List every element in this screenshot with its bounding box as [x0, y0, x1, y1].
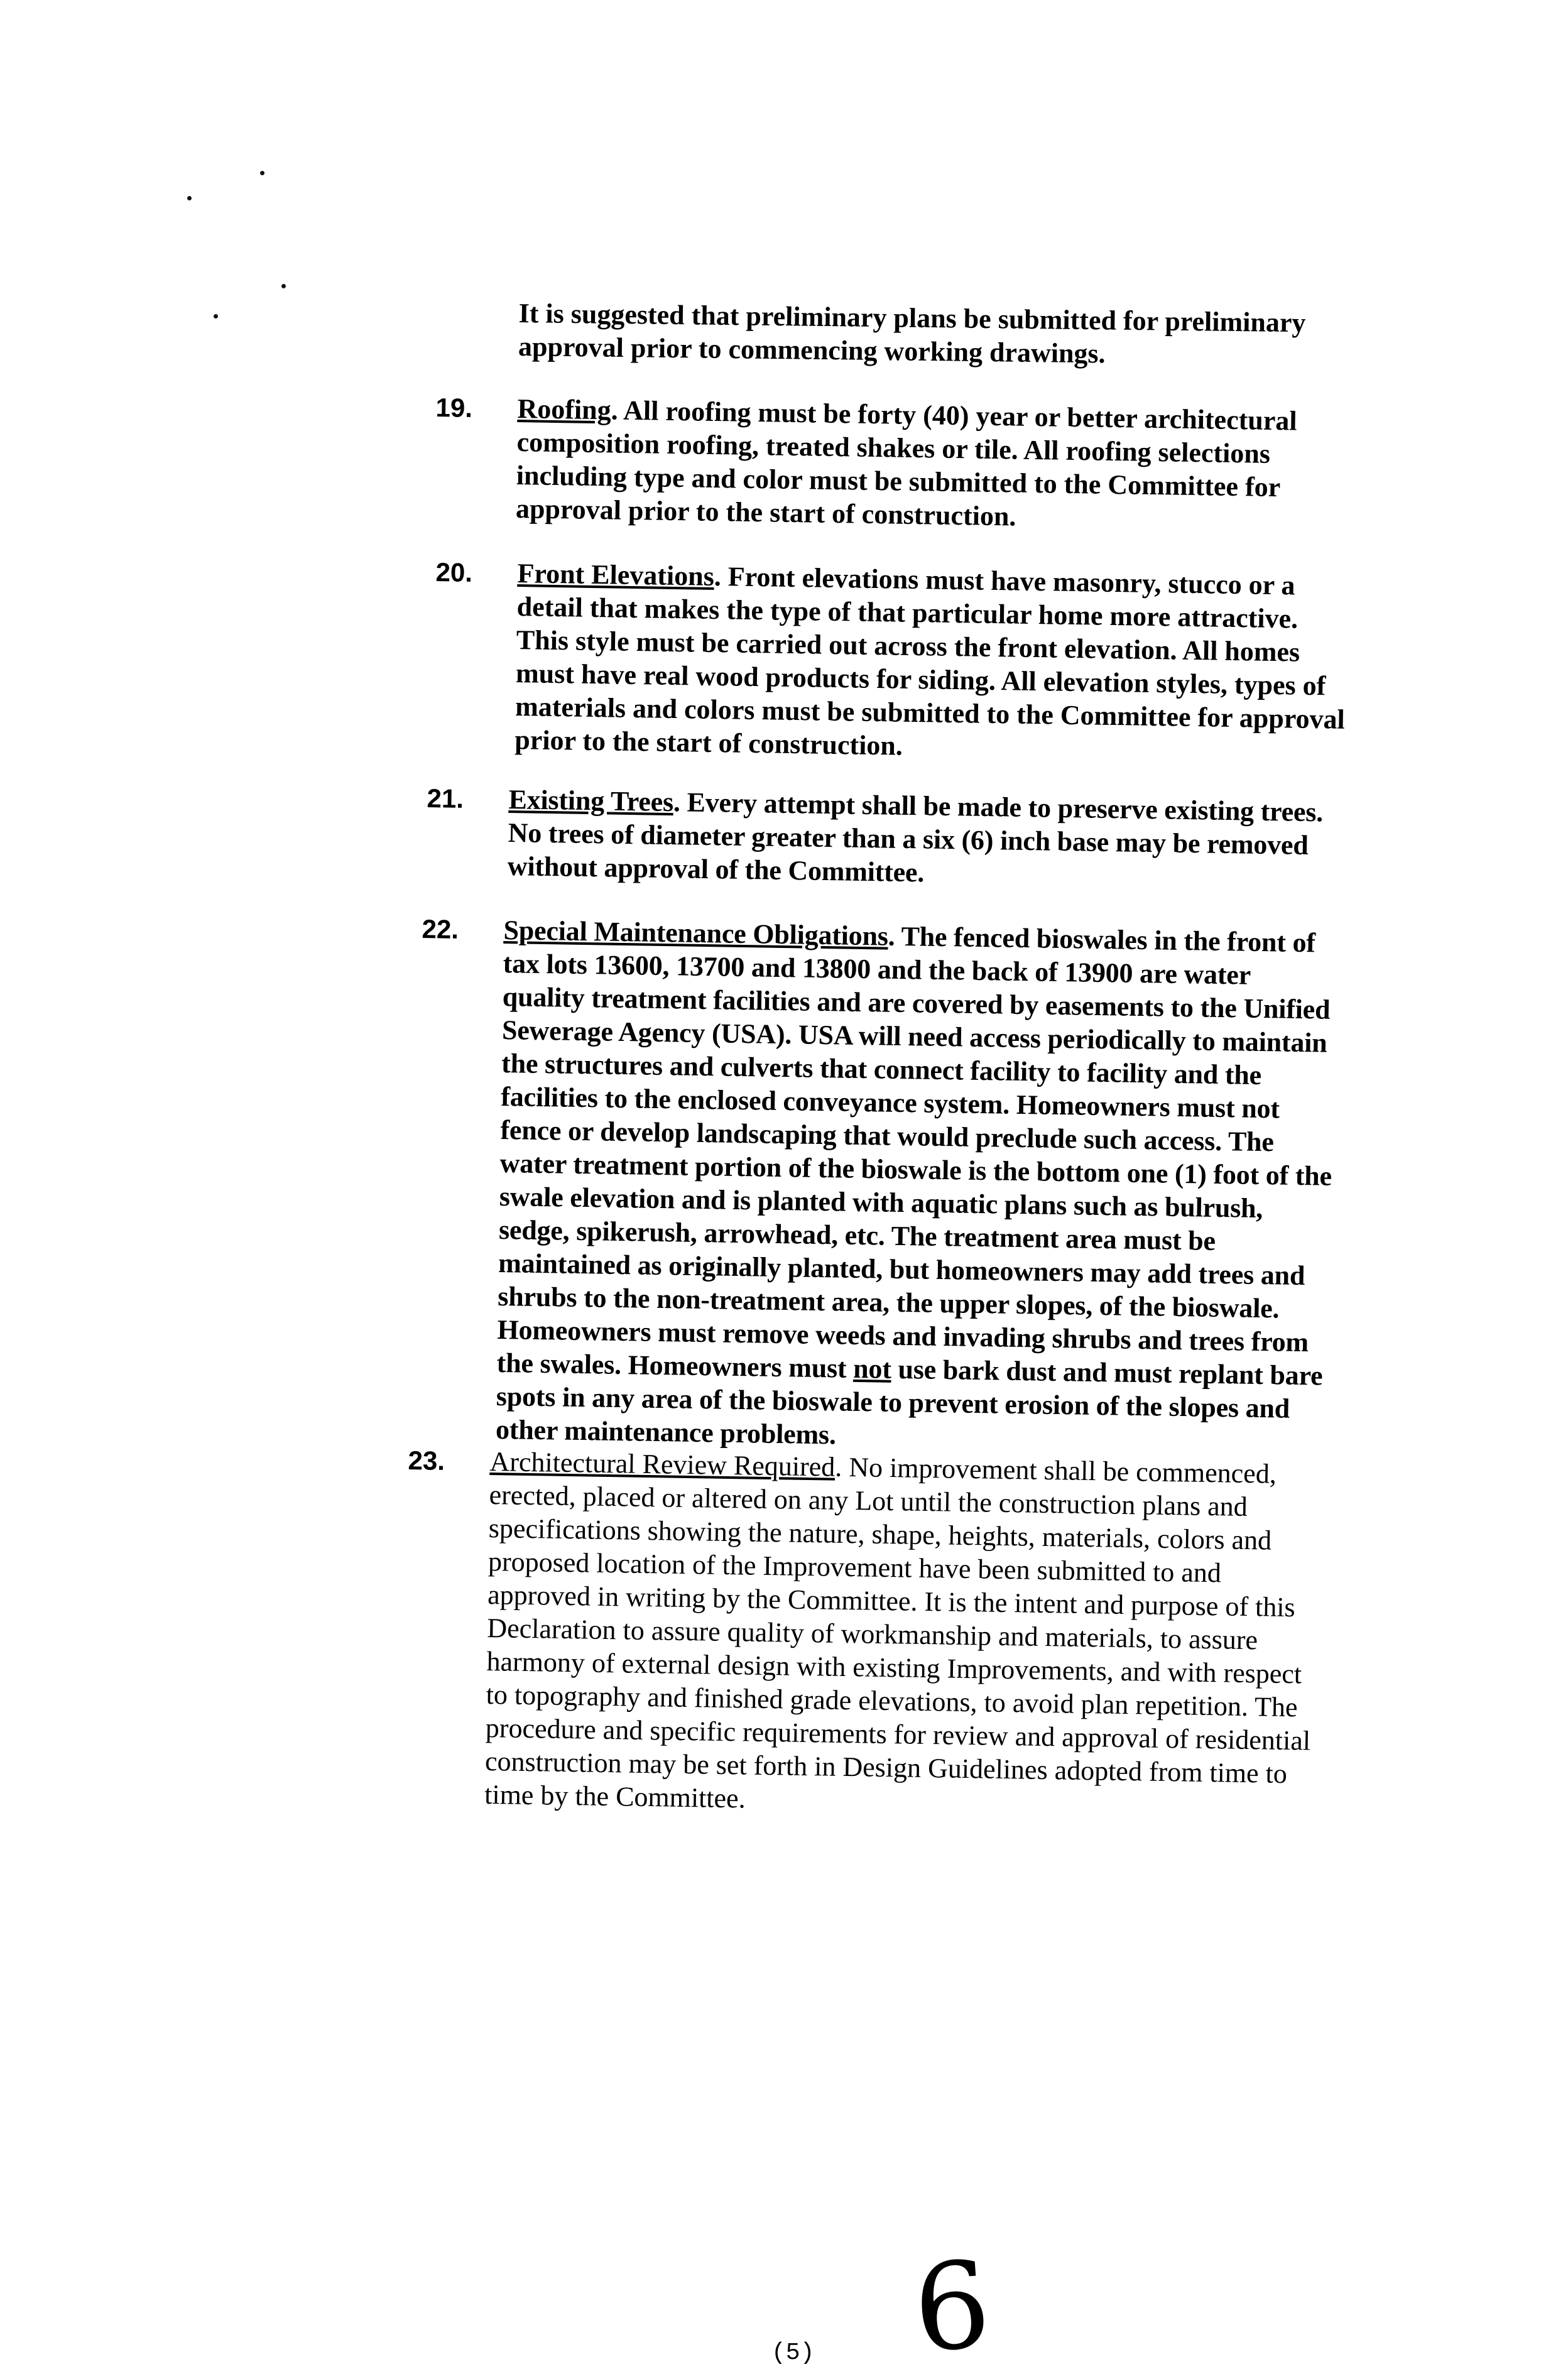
section-text: . The fenced bioswales in the front of tax lots 13600, 13700 and 13800 and the back of 13900 are water quality treatment facilities and are covered by easements to the Unified Sewerage Agency (USA). USA will need access periodically to maintain the structures and culverts that connect facility to facility and the facilities to the enclosed conveyance system. Homeowners must not fence or develop landscaping that would preclude such access. The water treatment portion of the bioswale is the bottom one (1) foot of the swale elevation and is planted with aquatic plans such as bulrush, sedge, spikerush, arrowhead, etc. The treatment area must be maintained as originally planted, but homeowners may add trees and shrubs to the non-treatment area, the upper slopes, of the bioswale. Homeowners must remove weeds and invading shrubs and trees from the swales. Homeowners must	[496, 920, 1332, 1384]
handwritten-page-number: 6	[909, 2235, 995, 2379]
section-heading: Existing Trees	[508, 784, 674, 818]
section-number: 22.	[422, 913, 459, 944]
section-body	[496, 913, 1339, 1459]
section-heading: Special Maintenance Obligations	[503, 915, 889, 952]
page-number: (5)	[771, 2339, 815, 2366]
scan-speck	[187, 196, 192, 200]
section-heading: Front Elevations	[517, 558, 715, 592]
section-number: 19.	[435, 392, 473, 423]
scan-speck	[214, 314, 218, 318]
scan-speck	[281, 284, 286, 288]
intro-paragraph: It is suggested that preliminary plans be submitted for preliminary approval prior to commencing working drawings.	[518, 297, 1306, 369]
section-text: . No improvement shall be commenced, erected, placed or altered on any Lot until the construction plans and specifications showing the nature, shape, heights, materials, colors and proposed location of the Improvement have been submitted to and approved in writing by the Committee. It is the intent and purpose of this Declaration to assure quality of workmanship and materials, to assure harmony of external design with existing Improvements, and with respect to topography and finished grade elevations, to avoid plan repetition. The procedure and specific requirements for review and approval of residential construction may be set forth in Design Guidelines adopted from time to time by the Committee.	[484, 1451, 1311, 1814]
section-22	[422, 912, 1568, 1451]
section-text: . Every attempt shall be made to preserve existing trees. No trees of diameter greater than a six (6) inch base may be removed without approval of the Committee.	[507, 787, 1324, 888]
section-heading: Roofing	[517, 393, 612, 426]
section-text: . All roofing must be forty (40) year or better architectural composition roofing, treated shakes or tile. All roofing selections including type and color must be submitted to the Committee for approval prior to the start of construction.	[515, 395, 1297, 532]
section-body	[516, 392, 1353, 538]
section-20	[435, 555, 1568, 761]
section-text: use bark dust and must replant bare spots in any area of the bioswale to prevent erosion of the slopes and other maintenance problems.	[495, 1353, 1323, 1451]
section-body	[514, 557, 1353, 770]
section-number: 23.	[408, 1445, 445, 1476]
section-number: 20.	[435, 557, 473, 587]
emphasis-word: not	[852, 1353, 892, 1385]
scan-speck	[260, 171, 264, 175]
section-text: . Front elevations must have masonry, stucco or a detail that makes the type of that particular home more attractive. This style must be carried out across the front elevation. All homes must have real wood products for siding. All elevation styles, types of materials and colors must be submitted to the Committee for approval prior to the start of construction.	[514, 560, 1346, 761]
section-number: 21.	[427, 783, 464, 814]
section-19	[435, 391, 1568, 532]
section-heading: Architectural Review Required	[489, 1446, 836, 1483]
section-21	[427, 781, 1568, 888]
section-body	[484, 1445, 1326, 1824]
section-body	[507, 783, 1344, 896]
